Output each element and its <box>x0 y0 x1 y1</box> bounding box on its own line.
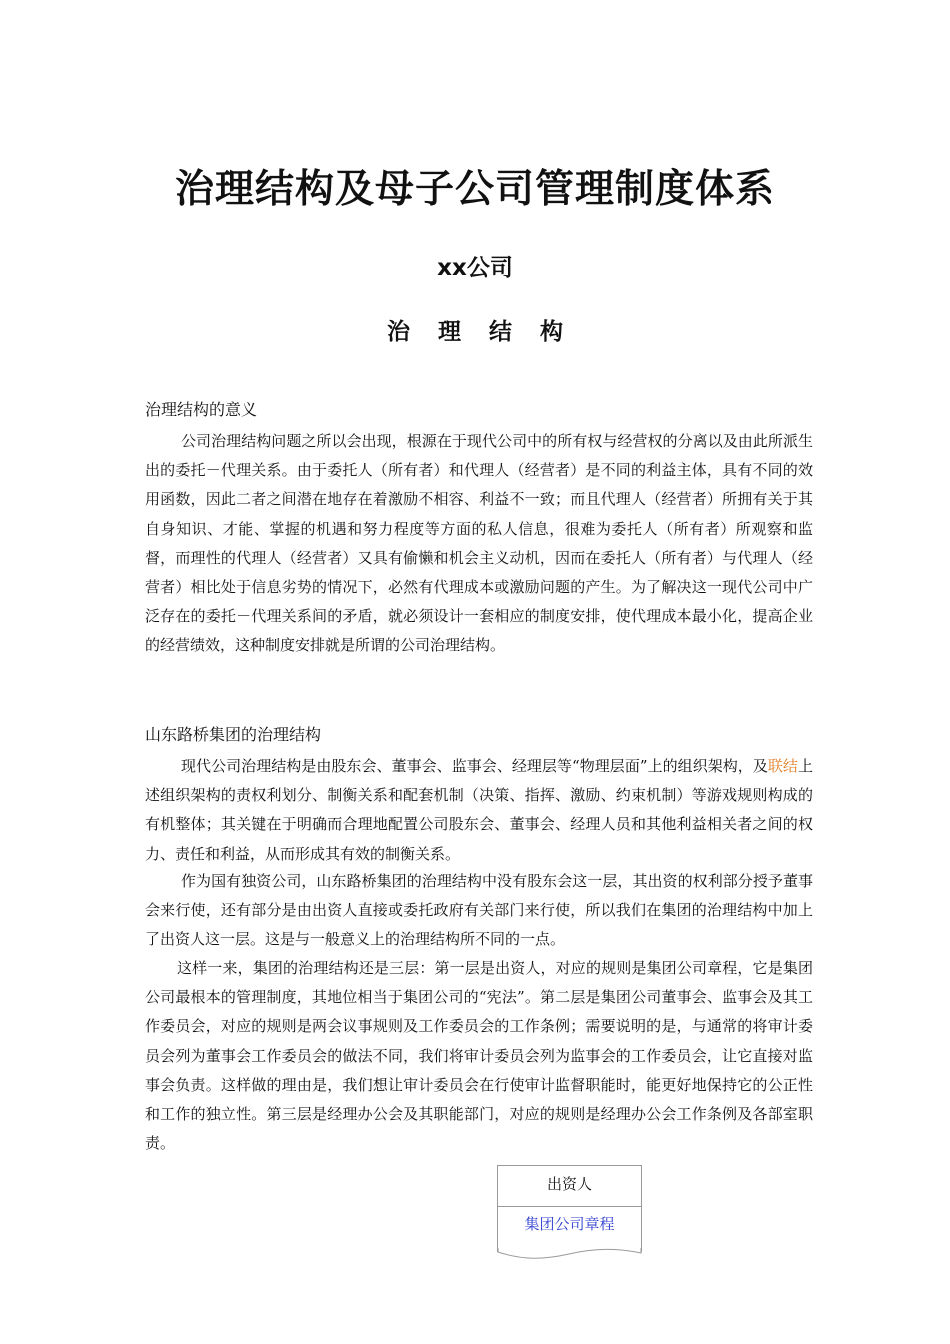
paragraph-state-owned: 作为国有独资公司，山东路桥集团的治理结构中没有股东会这一层，其出资的权利部分授予董事会来行使，还有部分是由出资人直接或委托政府有关部门来行使，所以我们在集团的治理结构中加上了出资人这一层。这是与一般意义上的治理结构所不同的一点。 <box>145 872 813 949</box>
org-chart-box <box>497 1165 642 1252</box>
highlighted-term: 联结 <box>767 757 798 775</box>
subheading-meaning: 治理结构的意义 <box>145 400 258 419</box>
subheading-group-structure: 山东路桥集团的治理结构 <box>145 725 322 744</box>
company-name: xx公司 <box>437 255 513 281</box>
paragraph-text-before: 现代公司治理结构是由股东会、董事会、监事会、经理层等“物理层面”上的组织架构，及 <box>181 757 768 775</box>
paragraph-meaning: 公司治理结构问题之所以会出现，根源在于现代公司中的所有权与经营权的分离以及由此所派生出的委托－代理关系。由于委托人（所有者）和代理人（经营者）是不同的利益主体，具有不同的效用函数，因此二者之间潜在地存在着激励不相容、利益不一致；而且代理人（经营者）所拥有关于其自身知识、才能、掌握的机遇和努力程度等方面的私人信息，很难为委托人（所有者）所观察和监督，而理性的代理人（经营者）又具有偷懒和机会主义动机，因而在委托人（所有者）与代理人（经营者）相比处于信息劣势的情况下，必然有代理成本或激励问题的产生。为了解决这一现代公司中广泛存在的委托－代理关系间的矛盾，就必须设计一套相应的制度安排，使代理成本最小化，提高企业的经营绩效，这种制度安排就是所谓的公司治理结构。 <box>145 432 813 655</box>
document-shape-wave-border <box>497 1248 642 1260</box>
paragraph-three-layers: 这样一来，集团的治理结构还是三层：第一层是出资人，对应的规则是集团公司章程，它是集团公司最根本的管理制度，其地位相当于集团公司的“宪法”。第二层是集团公司董事会、监事会及其工作委员会，对应的规则是两会议事规则及工作委员会的工作条例；需要说明的是，与通常的将审计委员会列为董事会工作委员会的做法不同，我们将审计委员会列为监事会的工作委员会，让它直接对监事会负责。这样做的理由是，我们想让审计委员会在行使审计监督职能时，能更好地保持它的公正性和工作的独立性。第三层是经理办公会及其职能部门，对应的规则是经理办公会工作条例及各部室职责。 <box>145 959 813 1153</box>
paragraph-structure-definition <box>145 752 813 869</box>
document-title: 治理结构及母子公司管理制度体系 <box>174 167 775 212</box>
paragraph-text-after: 上述组织架构的责权利划分、制衡关系和配套机制（决策、指挥、激励、约束机制）等游戏规则构成的有机整体；其关键在于明确而合理地配置公司股东会、董事会、经理人员和其他利益相关者之间的权力、责任和利益，从而形成其有效的制衡关系。 <box>145 757 813 863</box>
org-box-bottom-label: 集团公司章程 <box>524 1215 615 1233</box>
section-heading: 治理结构 <box>387 319 591 345</box>
org-box-top-label: 出资人 <box>498 1166 641 1207</box>
